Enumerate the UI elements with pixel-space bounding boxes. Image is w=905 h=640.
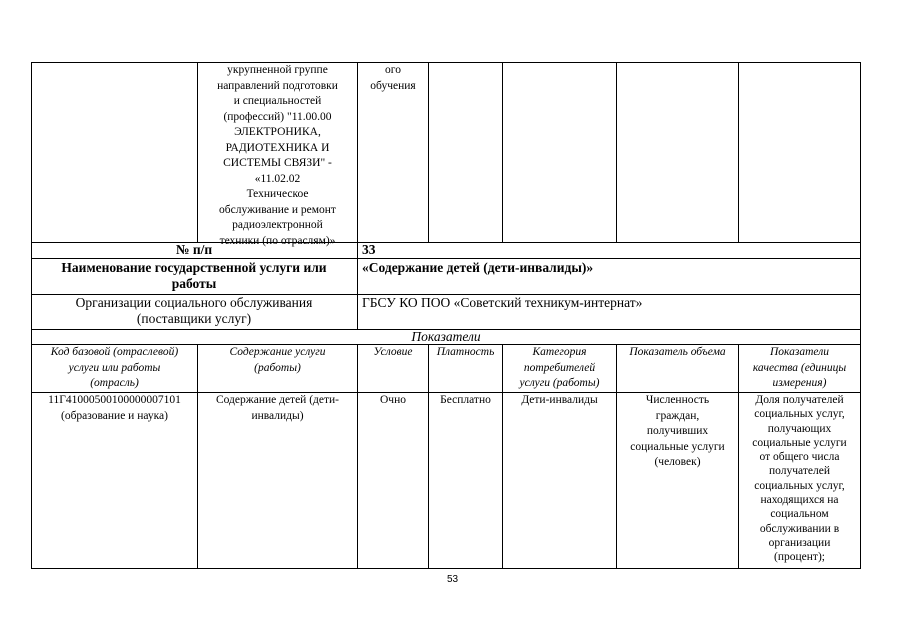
text-line: от общего числа (759, 451, 840, 464)
text-line: получающих (767, 422, 832, 435)
text-line: ого (385, 64, 401, 76)
text-line: Доля получателей (755, 394, 844, 406)
number-label: № п/п (175, 242, 213, 257)
text-line: качества (единицы (752, 361, 847, 374)
data-payment: Бесплатно (440, 394, 491, 406)
text-line: (поставщики услуг) (136, 311, 252, 326)
text-line: СИСТЕМЫ СВЯЗИ" - (223, 157, 332, 169)
data-category: Дети-инвалиды (521, 394, 598, 406)
text-line: (отрасль) (90, 377, 139, 389)
header-quality (739, 345, 860, 392)
indicators-title: Показатели (411, 329, 481, 344)
text-line: Код базовой (отраслевой) (50, 346, 179, 358)
text-line: услуги (работы) (519, 377, 600, 389)
text-line: потребителей (523, 361, 596, 374)
text-line: Категория (532, 346, 587, 358)
header-volume: Показатель объема (629, 346, 726, 358)
service-name-value: «Содержание детей (дети-инвалиды)» (362, 260, 594, 275)
page-number: 53 (446, 574, 459, 585)
text-line: Содержание детей (дети- (215, 394, 340, 406)
text-line: граждан, (655, 409, 700, 422)
top-block-direction-text (198, 63, 357, 249)
text-line: обслуживание и ремонт (219, 203, 336, 216)
header-code (32, 345, 197, 392)
text-line: социальные услуги (752, 436, 847, 449)
text-line: (профессий) "11.00.00 (223, 110, 332, 123)
text-line: социальные услуги (630, 440, 725, 453)
text-line: радиоэлектронной (232, 219, 323, 231)
text-line: обслуживании в (759, 522, 840, 535)
text-line: Наименование государственной услуги или (61, 260, 327, 275)
text-line: Показатели (769, 346, 830, 358)
data-code (32, 393, 197, 424)
organization-value: ГБСУ КО ПОО «Советский техникум-интернат» (362, 295, 643, 310)
text-line: (человек) (654, 456, 701, 468)
text-line: (образование и наука) (61, 409, 168, 422)
text-line: Содержание услуги (229, 346, 326, 358)
text-line: услуги или работы (68, 361, 161, 374)
text-line: 11Г41000500100000007101 (48, 394, 181, 406)
data-content (198, 393, 357, 424)
text-line: социальных услуг, (754, 408, 845, 421)
header-payment: Платность (436, 346, 495, 358)
text-line: Организации социального обслуживания (75, 295, 313, 310)
data-volume (617, 393, 738, 471)
organization-label (31, 295, 357, 327)
text-line: социальном (770, 508, 829, 521)
text-line: РАДИОТЕХНИКА И (225, 141, 330, 154)
text-line: (процент); (774, 551, 825, 564)
text-line: обучения (370, 79, 416, 92)
text-line: укрупненной группе (227, 64, 328, 76)
text-line: работы (171, 276, 217, 291)
data-condition: Очно (380, 394, 406, 406)
text-line: измерения) (772, 377, 827, 389)
service-name-label (31, 260, 357, 292)
header-content (198, 345, 357, 376)
header-condition: Условие (373, 346, 413, 358)
text-line: организации (768, 536, 831, 549)
text-line: направлений подготовки (217, 79, 338, 92)
text-line: и специальностей (233, 95, 322, 107)
text-line: (работы) (254, 361, 301, 374)
text-line: Техническое (246, 188, 309, 200)
text-line: находящихся на (760, 494, 839, 507)
header-category (503, 345, 616, 392)
text-line: Численность (645, 394, 710, 406)
text-line: техники (по отраслям)» (219, 234, 336, 247)
text-line: «11.02.02 (254, 172, 301, 185)
text-line: социальных услуг, (754, 479, 845, 492)
top-block-form-text (358, 63, 428, 94)
data-quality (739, 393, 860, 565)
text-line: ЭЛЕКТРОНИКА, (234, 126, 321, 138)
number-value: 33 (362, 242, 376, 257)
text-line: получивших (646, 425, 709, 437)
text-line: инвалиды) (251, 409, 304, 422)
text-line: получателей (769, 465, 830, 478)
